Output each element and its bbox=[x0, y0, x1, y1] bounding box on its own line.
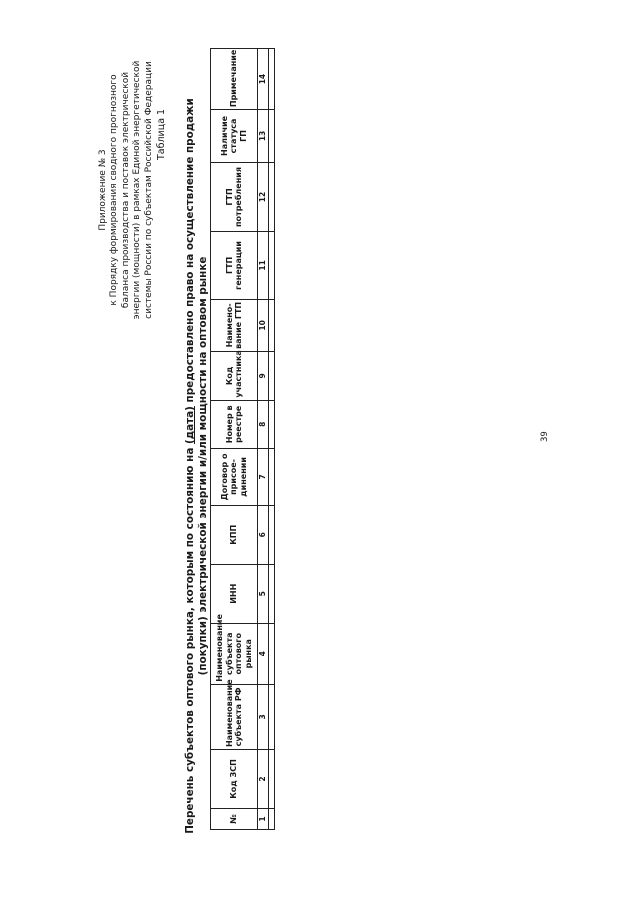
col-number: 11 bbox=[258, 232, 269, 299]
rotated-page-content bbox=[50, 10, 590, 860]
col-header: Номер в реестре bbox=[211, 400, 258, 448]
appendix-line: к Порядку формирования сводного прогнозного bbox=[109, 74, 120, 306]
empty-cell bbox=[268, 299, 274, 352]
col-number: 1 bbox=[258, 808, 269, 829]
table-label: Таблица 1 bbox=[156, 108, 167, 160]
subjects-table bbox=[210, 48, 275, 830]
col-header: Примечание bbox=[211, 49, 258, 110]
col-number: 14 bbox=[258, 49, 269, 110]
page-number: 39 bbox=[540, 431, 550, 442]
col-number: 9 bbox=[258, 352, 269, 400]
col-header: ГТП генерации bbox=[211, 232, 258, 299]
table-header-row bbox=[211, 49, 258, 830]
empty-cell bbox=[268, 110, 274, 163]
title-date: (дата) bbox=[184, 406, 196, 445]
col-header: Наимено-вание ГТП bbox=[211, 299, 258, 352]
col-header: Наименование субъекта оптового рынка bbox=[211, 623, 258, 684]
empty-cell bbox=[268, 49, 274, 110]
col-header: КПП bbox=[211, 505, 258, 564]
appendix-header bbox=[98, 40, 155, 340]
col-header: Наименование субъекта РФ bbox=[211, 684, 258, 749]
col-number: 4 bbox=[258, 623, 269, 684]
column-number-row bbox=[258, 49, 269, 830]
col-header: Договор о присое-динении bbox=[211, 449, 258, 506]
empty-cell bbox=[268, 623, 274, 684]
col-number: 3 bbox=[258, 684, 269, 749]
empty-cell bbox=[268, 162, 274, 231]
col-number: 2 bbox=[258, 750, 269, 809]
empty-cell bbox=[268, 808, 274, 829]
appendix-line: системы России по субъектам Российской Федерации bbox=[143, 61, 154, 319]
empty-data-row bbox=[268, 49, 274, 830]
empty-cell bbox=[268, 564, 274, 623]
col-header: ИНН bbox=[211, 564, 258, 623]
col-header: № bbox=[211, 808, 258, 829]
col-header: Код участника bbox=[211, 352, 258, 400]
col-number: 13 bbox=[258, 110, 269, 163]
empty-cell bbox=[268, 232, 274, 299]
col-number: 10 bbox=[258, 299, 269, 352]
empty-cell bbox=[268, 352, 274, 400]
empty-cell bbox=[268, 449, 274, 506]
col-number: 12 bbox=[258, 162, 269, 231]
empty-cell bbox=[268, 505, 274, 564]
empty-cell bbox=[268, 684, 274, 749]
appendix-line: энергии (мощности) в рамках Единой энергетической bbox=[132, 60, 143, 320]
empty-cell bbox=[268, 750, 274, 809]
empty-cell bbox=[268, 400, 274, 448]
col-header: Код ЗСП bbox=[211, 750, 258, 809]
title-after: предоставлено право на осуществление продажи (покупки) электрической энергии и/или мощности на оптовом рынке bbox=[184, 98, 209, 676]
col-number: 7 bbox=[258, 449, 269, 506]
col-number: 8 bbox=[258, 400, 269, 448]
col-number: 6 bbox=[258, 505, 269, 564]
col-number: 5 bbox=[258, 564, 269, 623]
document-title bbox=[184, 76, 209, 856]
appendix-line: Приложение № 3 bbox=[98, 149, 108, 231]
appendix-line: баланса производства и поставок электрической bbox=[120, 71, 131, 309]
col-header: ГТП потребления bbox=[211, 162, 258, 231]
col-header: Наличие статуса ГП bbox=[211, 110, 258, 163]
title-before: Перечень субъектов оптового рынка, которым по состоянию на bbox=[184, 444, 196, 834]
